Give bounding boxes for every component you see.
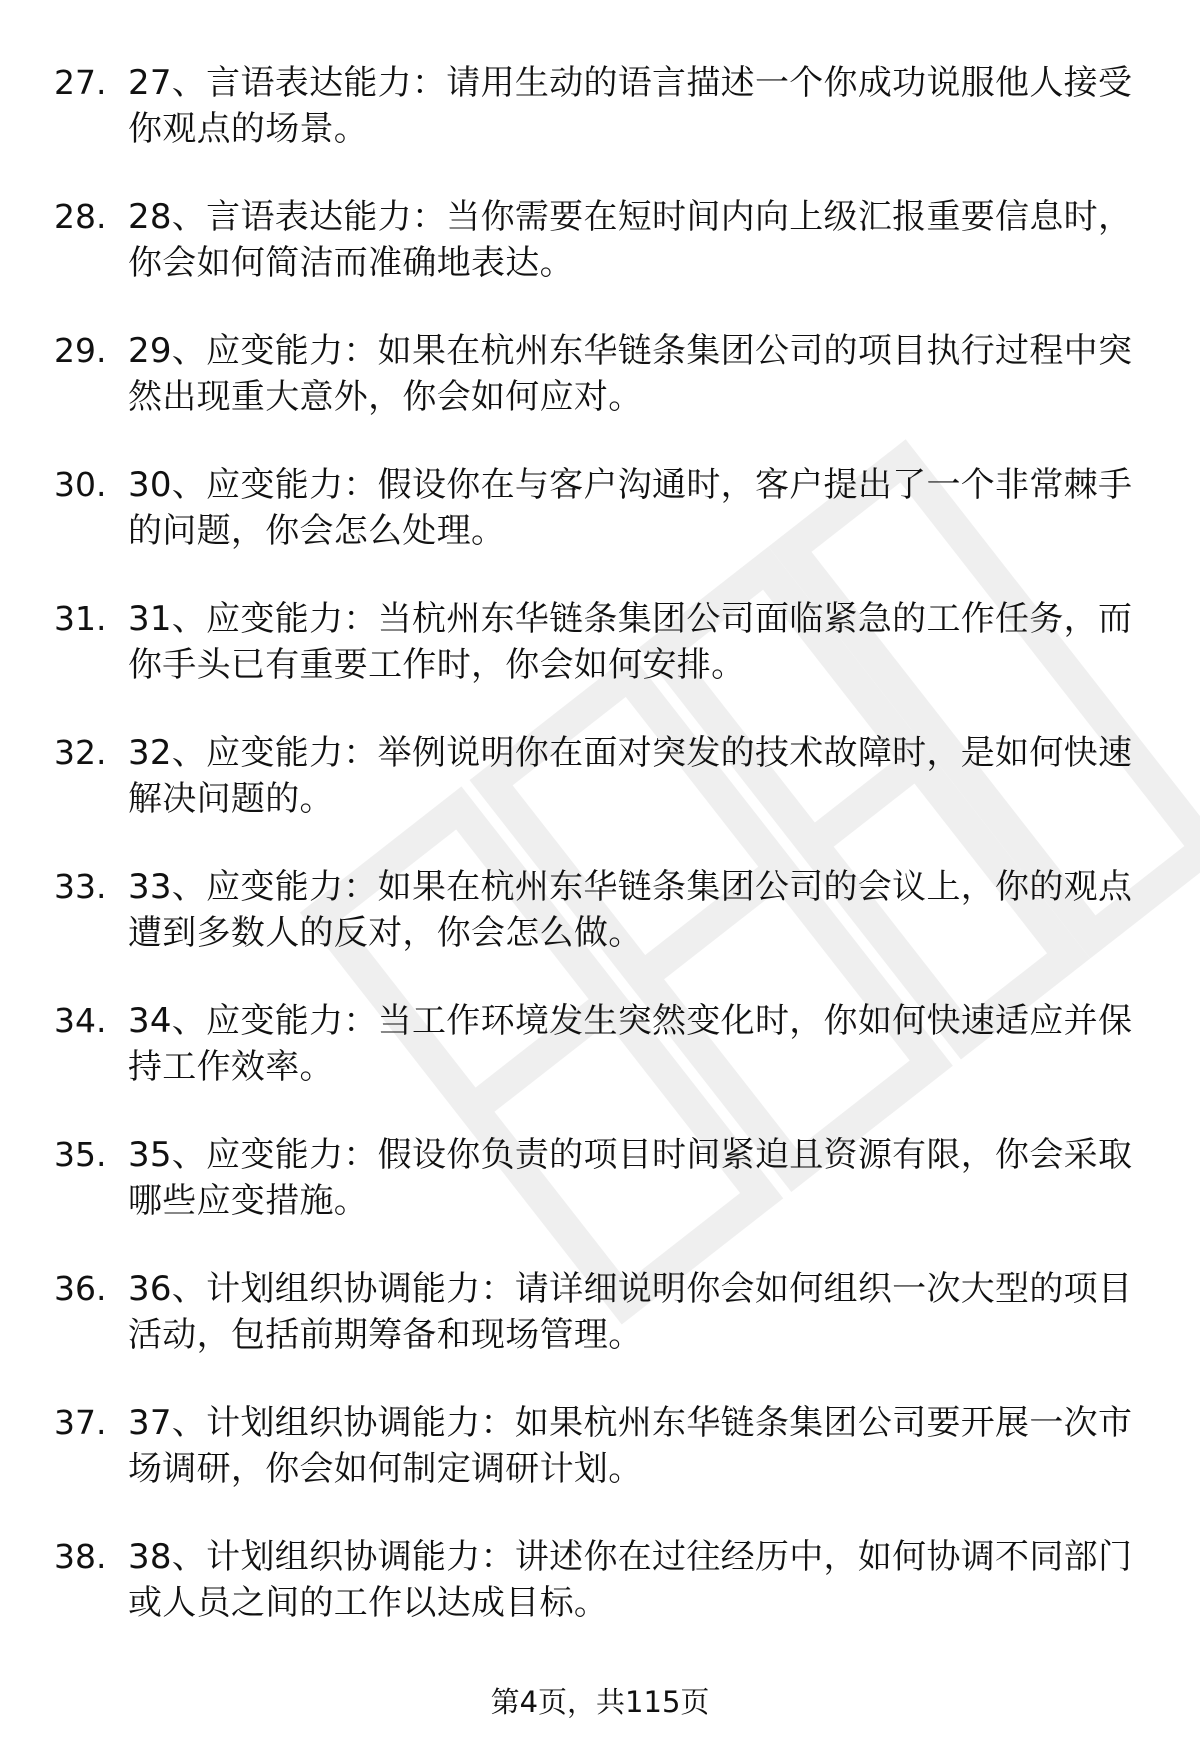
- question-item: [54, 1266, 1154, 1400]
- question-number: 37.: [54, 1403, 107, 1442]
- question-text: 28、言语表达能力：当你需要在短时间内向上级汇报重要信息时，你会如何简洁而准确地表达。: [128, 197, 1133, 283]
- question-text: 29、应变能力：如果在杭州东华链条集团公司的项目执行过程中突然出现重大意外，你会如何应对。: [128, 331, 1133, 417]
- question-list: [54, 60, 1154, 1668]
- question-text: 32、应变能力：举例说明你在面对突发的技术故障时，是如何快速解决问题的。: [128, 733, 1133, 819]
- question-number: 27.: [54, 63, 107, 102]
- question-item: [54, 1534, 1154, 1668]
- question-text: 38、计划组织协调能力：讲述你在过往经历中，如何协调不同部门或人员之间的工作以达成目标。: [128, 1537, 1133, 1623]
- question-text: 27、言语表达能力：请用生动的语言描述一个你成功说服他人接受你观点的场景。: [128, 63, 1133, 149]
- question-item: [54, 730, 1154, 864]
- question-text: 35、应变能力：假设你负责的项目时间紧迫且资源有限，你会采取哪些应变措施。: [128, 1135, 1133, 1221]
- question-number: 35.: [54, 1135, 107, 1174]
- question-number: 34.: [54, 1001, 107, 1040]
- question-item: [54, 1132, 1154, 1266]
- question-number: 32.: [54, 733, 107, 772]
- question-text: 37、计划组织协调能力：如果杭州东华链条集团公司要开展一次市场调研，你会如何制定调研计划。: [128, 1403, 1133, 1489]
- question-text: 30、应变能力：假设你在与客户沟通时，客户提出了一个非常棘手的问题，你会怎么处理。: [128, 465, 1133, 551]
- question-item: [54, 1400, 1154, 1534]
- question-item: [54, 462, 1154, 596]
- question-text: 31、应变能力：当杭州东华链条集团公司面临紧急的工作任务，而你手头已有重要工作时，你会如何安排。: [128, 599, 1133, 685]
- question-item: [54, 194, 1154, 328]
- question-item: [54, 596, 1154, 730]
- question-number: 31.: [54, 599, 107, 638]
- question-item: [54, 864, 1154, 998]
- question-item: [54, 60, 1154, 194]
- question-number: 29.: [54, 331, 107, 370]
- page-footer: [0, 1682, 1200, 1722]
- question-number: 28.: [54, 197, 107, 236]
- question-number: 30.: [54, 465, 107, 504]
- question-text: 36、计划组织协调能力：请详细说明你会如何组织一次大型的项目活动，包括前期筹备和现场管理。: [128, 1269, 1133, 1355]
- question-number: 33.: [54, 867, 107, 906]
- question-item: [54, 998, 1154, 1132]
- question-text: 34、应变能力：当工作环境发生突然变化时，你如何快速适应并保持工作效率。: [128, 1001, 1133, 1087]
- page-number-label: 第4页，共115页: [490, 1685, 710, 1719]
- question-item: [54, 328, 1154, 462]
- question-number: 36.: [54, 1269, 107, 1308]
- question-number: 38.: [54, 1537, 107, 1576]
- question-text: 33、应变能力：如果在杭州东华链条集团公司的会议上，你的观点遭到多数人的反对，你会怎么做。: [128, 867, 1133, 953]
